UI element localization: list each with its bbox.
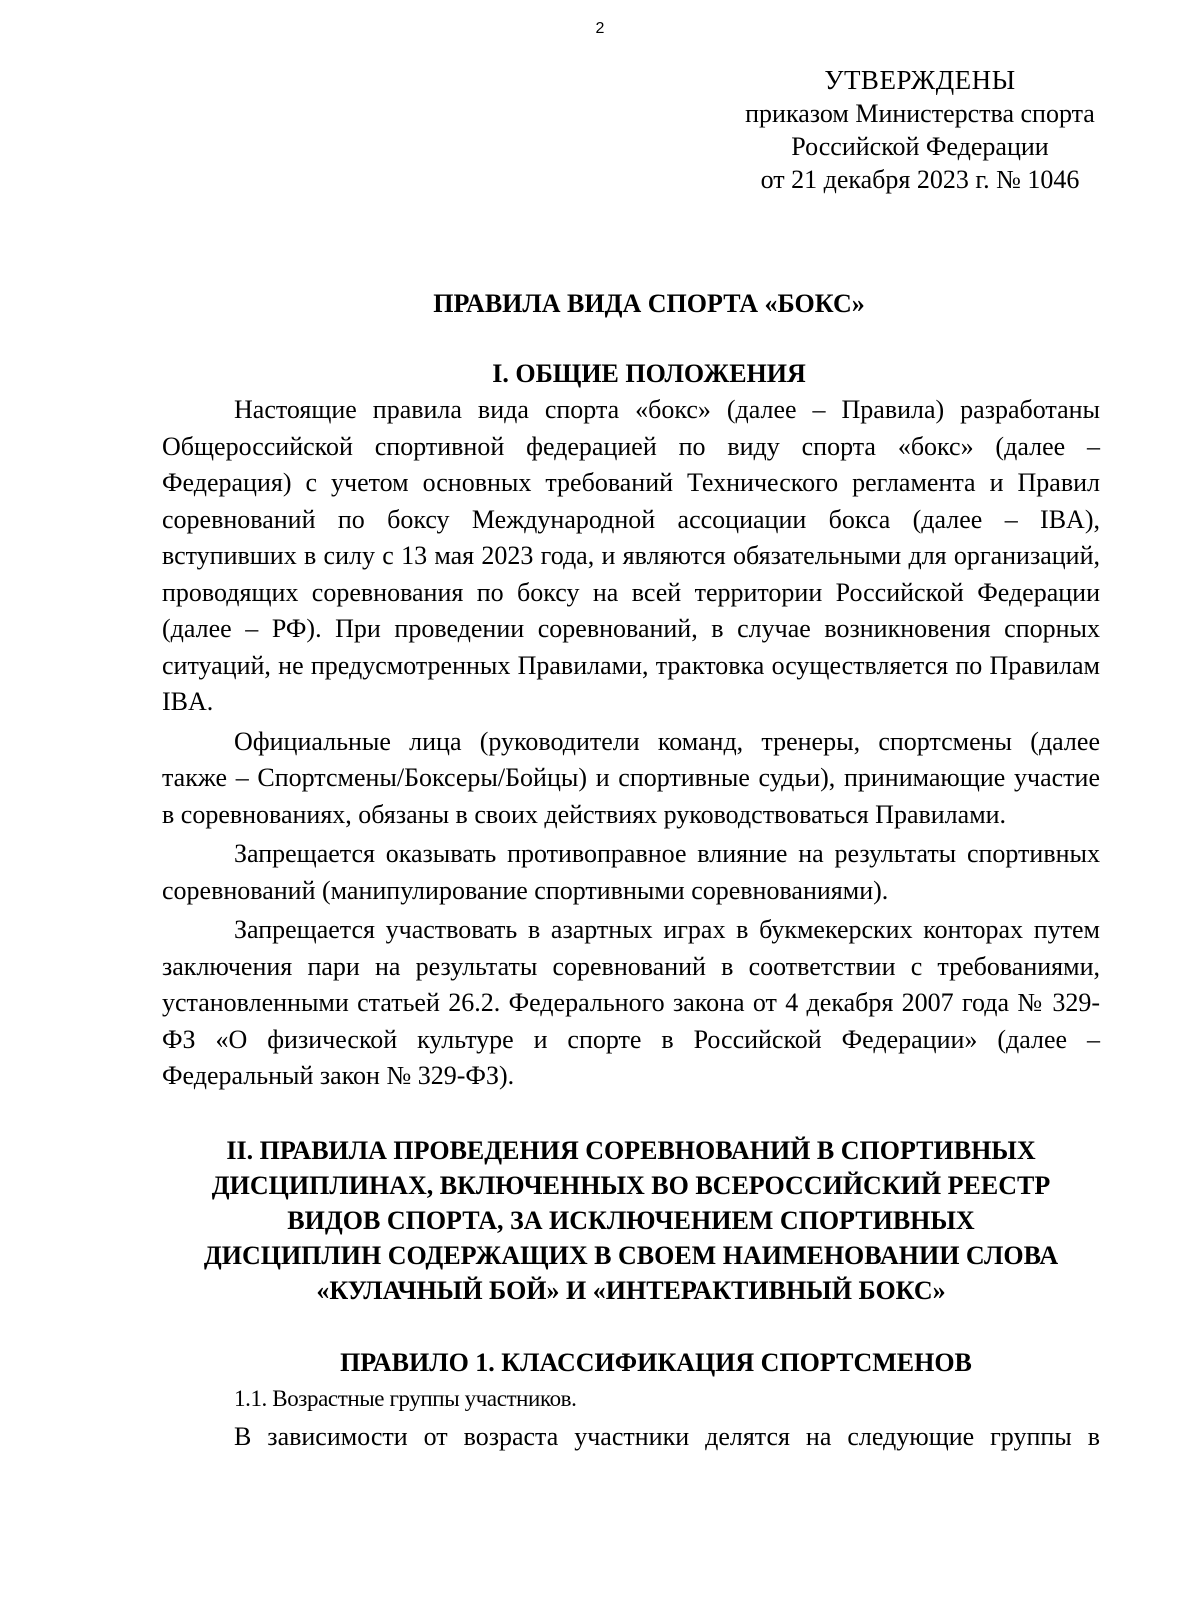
section-heading-line: II. ПРАВИЛА ПРОВЕДЕНИЯ СОРЕВНОВАНИЙ В СПОРТИВНЫХ (226, 1135, 1036, 1165)
approval-line: Российской Федерации (791, 132, 1049, 161)
section-heading-line: ДИСЦИПЛИНАХ, ВКЛЮЧЕННЫХ ВО ВСЕРОССИЙСКИЙ РЕЕСТР (211, 1170, 1051, 1200)
section-heading (162, 1133, 1100, 1308)
paragraph: Официальные лица (руководители команд, тренеры, спортсмены (далее также – Спортсмены/Боксеры/Бойцы) и спортивные судьи), принимающие участие в соревнованиях, обязаны в своих действиях руководствоваться Правилами. (162, 726, 1100, 829)
rule-heading: ПРАВИЛО 1. КЛАССИФИКАЦИЯ СПОРТСМЕНОВ (340, 1347, 972, 1377)
document-body (162, 286, 1100, 1455)
document-title: ПРАВИЛА ВИДА СПОРТА «БОКС» (433, 289, 865, 318)
approval-line: приказом Министерства спорта (745, 99, 1095, 128)
approval-line: от 21 декабря 2023 г. № 1046 (760, 165, 1080, 194)
page-number: 2 (595, 20, 605, 37)
paragraph: Настоящие правила вида спорта «бокс» (далее – Правила) разработаны Общероссийской спортивной федерацией по виду спорта «бокс» (далее – Федерация) с учетом основных требований Технического регламента и Правил соревнований по боксу Международной ассоциации бокса (далее – IBA), вступивших в силу с 13 мая 2023 года, и являются обязательными для организаций, проводящих соревнования по боксу на всей территории Российской Федерации (далее – РФ). При проведении соревнований, в случае возникновения спорных ситуаций, не предусмотренных Правилами, трактовка осуществляется по Правилам IBA. (162, 395, 1100, 716)
paragraph: В зависимости от возраста участники делятся на следующие группы в (234, 1421, 1100, 1451)
section-heading-line: ДИСЦИПЛИН СОДЕРЖАЩИХ В СВОЕМ НАИМЕНОВАНИИ СЛОВА (203, 1240, 1059, 1270)
paragraph: Запрещается оказывать противоправное влияние на результаты спортивных соревнований (манипулирование спортивными соревнованиями). (162, 839, 1100, 905)
approval-block (740, 64, 1100, 196)
approval-title: УТВЕРЖДЕНЫ (824, 65, 1016, 95)
subpoint: 1.1. Возрастные группы участников. (234, 1385, 577, 1411)
paragraph: Запрещается участвовать в азартных играх в букмекерских конторах путем заключения пари на результаты соревнований в соответствии с требованиями, установленными статьей 26.2. Федерального закона от 4 декабря 2007 года № 329-ФЗ «О физической культуре и спорте в Российской Федерации» (далее – Федеральный закон № 329-ФЗ). (162, 915, 1100, 1090)
section-heading: I. ОБЩИЕ ПОЛОЖЕНИЯ (492, 359, 806, 388)
section-heading-line: ВИДОВ СПОРТА, ЗА ИСКЛЮЧЕНИЕМ СПОРТИВНЫХ (287, 1205, 975, 1235)
section-heading-line: «КУЛАЧНЫЙ БОЙ» И «ИНТЕРАКТИВНЫЙ БОКС» (316, 1275, 946, 1305)
